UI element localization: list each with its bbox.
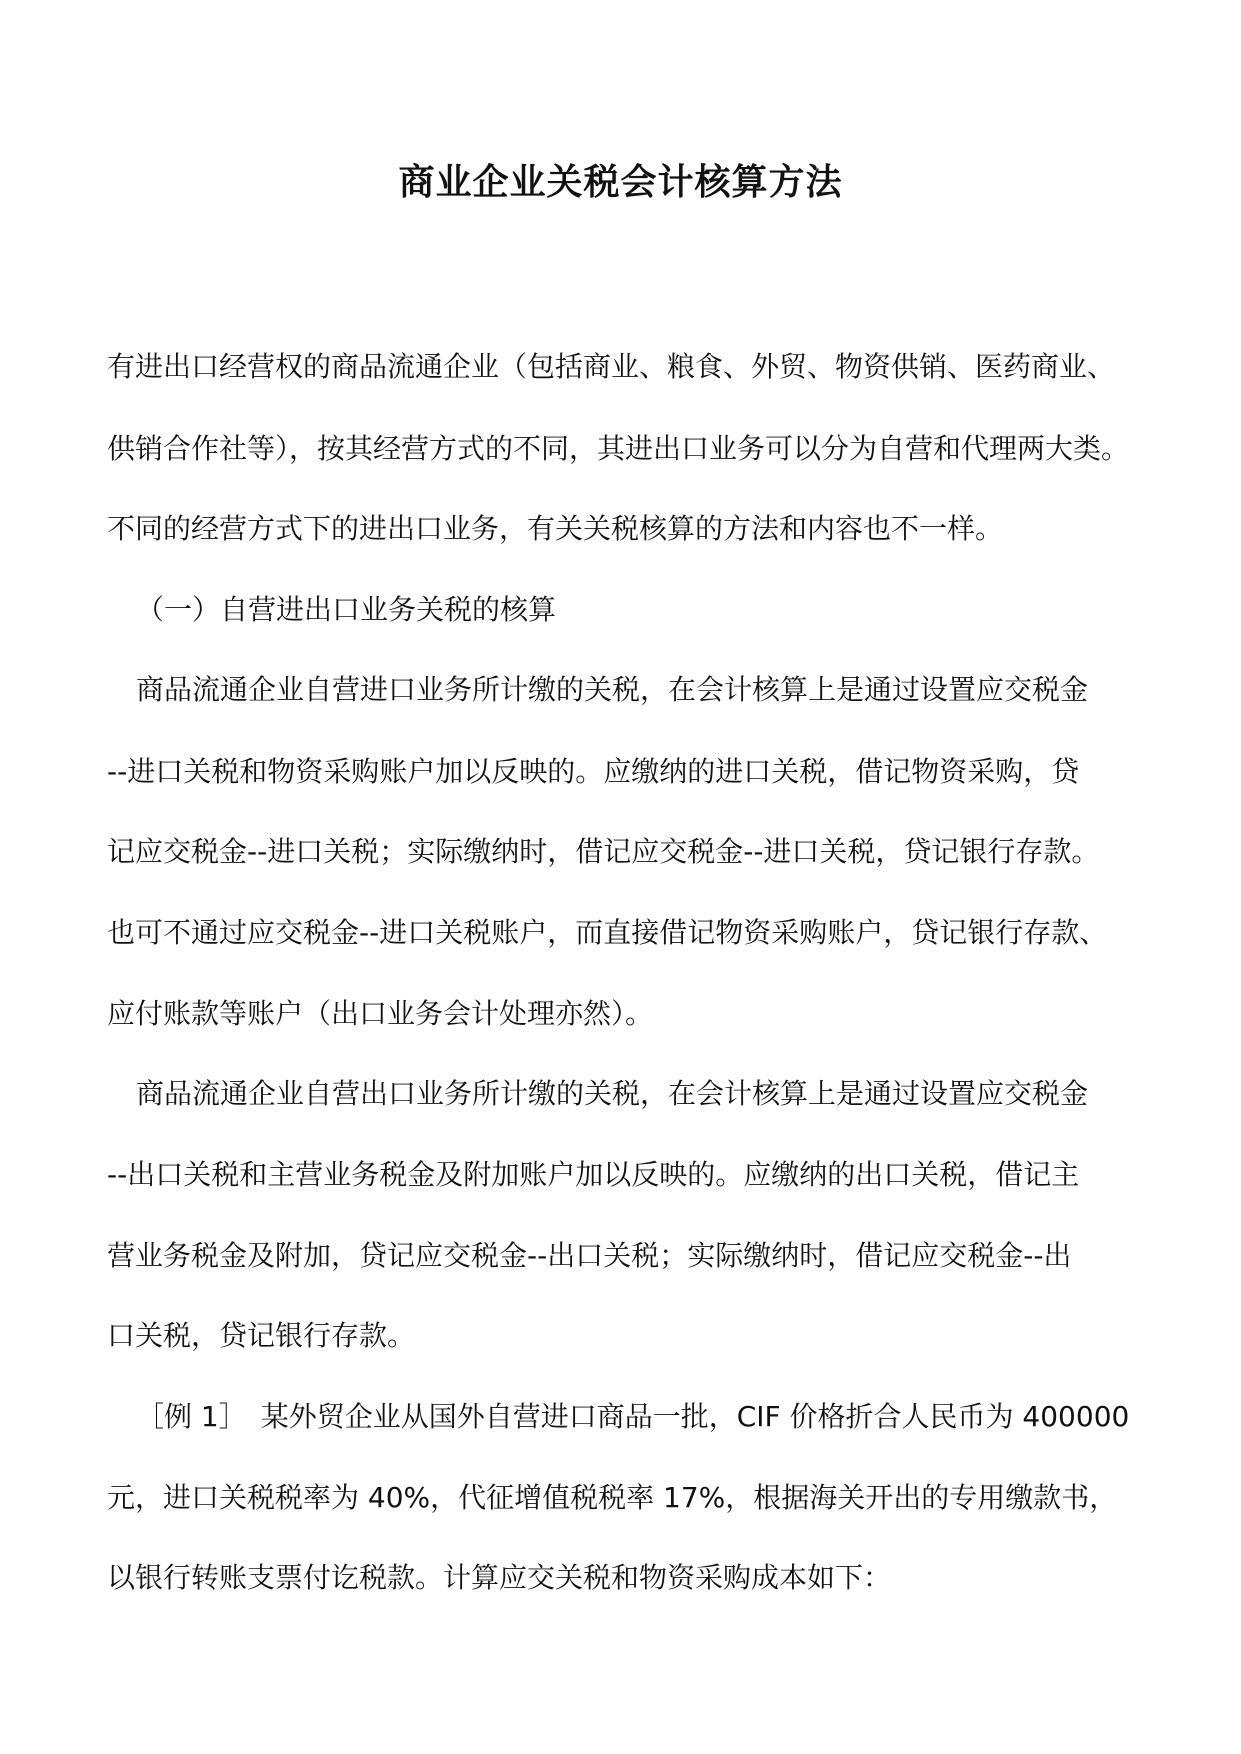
paragraph-line: 商品流通企业自营出口业务所计缴的关税，在会计核算上是通过设置应交税金 xyxy=(136,1077,1089,1110)
paragraph-line: 营业务税金及附加，贷记应交税金--出口关税；实际缴纳时，借记应交税金--出 xyxy=(107,1239,1072,1272)
paragraph-line: --进口关税和物资采购账户加以反映的。应缴纳的进口关税，借记物资采购，贷 xyxy=(107,755,1080,788)
paragraph-line: --出口关税和主营业务税金及附加账户加以反映的。应缴纳的出口关税，借记主 xyxy=(107,1158,1080,1191)
section-heading: （一）自营进出口业务关税的核算 xyxy=(136,593,557,626)
paragraph-line: 有进出口经营权的商品流通企业（包括商业、粮食、外贸、物资供销、医药商业、 xyxy=(107,350,1116,383)
paragraph-line: 供销合作社等），按其经营方式的不同，其进出口业务可以分为自营和代理两大类。 xyxy=(107,432,1130,465)
paragraph-line: 记应交税金--进口关税；实际缴纳时，借记应交税金--进口关税，贷记银行存款。 xyxy=(107,835,1100,868)
paragraph-line: 商品流通企业自营进口业务所计缴的关税，在会计核算上是通过设置应交税金 xyxy=(136,673,1089,706)
paragraph-line: 口关税，贷记银行存款。 xyxy=(107,1319,416,1352)
paragraph-line: 也可不通过应交税金--进口关税账户，而直接借记物资采购账户，贷记银行存款、 xyxy=(107,916,1108,949)
paragraph-line: 元，进口关税税率为 40%，代征增值税税率 17%，根据海关开出的专用缴款书， xyxy=(107,1481,1118,1514)
example-line: ［例 1］ 某外贸企业从国外自营进口商品一批，CIF 价格折合人民币为 400000 xyxy=(136,1400,1130,1433)
paragraph-line: 以银行转账支票付讫税款。计算应交关税和物资采购成本如下： xyxy=(107,1561,892,1594)
paragraph-line: 应付账款等账户（出口业务会计处理亦然）。 xyxy=(107,997,654,1030)
paragraph-line: 不同的经营方式下的进出口业务，有关关税核算的方法和内容也不一样。 xyxy=(107,512,1004,545)
document-title: 商业企业关税会计核算方法 xyxy=(398,161,843,203)
